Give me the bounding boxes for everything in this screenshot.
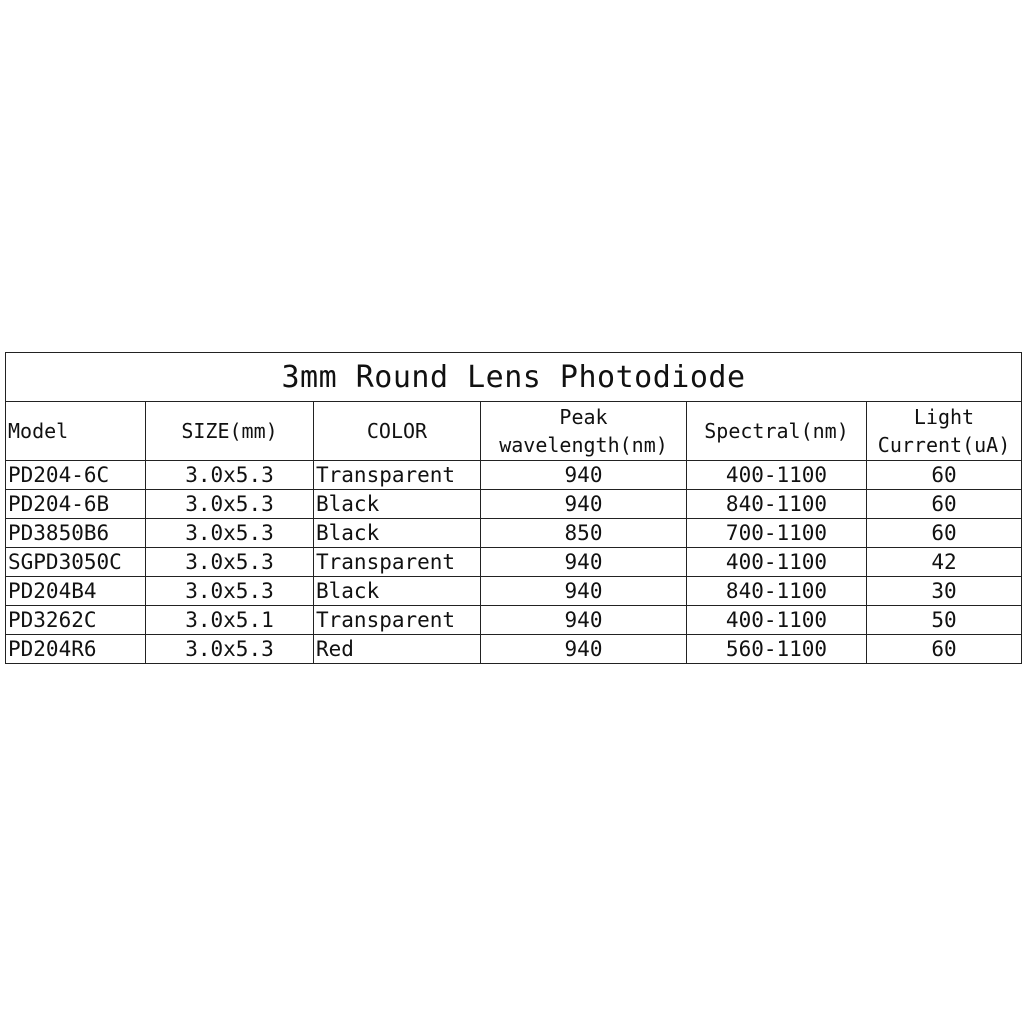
cell-spectral: 840-1100 <box>687 577 867 606</box>
cell-light: 42 <box>867 548 1022 577</box>
table-row <box>6 577 1022 606</box>
cell-model: SGPD3050C <box>6 548 146 577</box>
spec-sheet <box>5 352 1021 664</box>
table-row <box>6 490 1022 519</box>
header-peak-wavelength <box>481 402 687 461</box>
cell-model: PD3850B6 <box>6 519 146 548</box>
header-model: Model <box>6 402 146 461</box>
header-peak-line1: Peak <box>559 405 608 429</box>
header-row <box>6 402 1022 461</box>
header-light-line1: Light <box>913 405 975 429</box>
cell-peak: 940 <box>481 548 687 577</box>
cell-model: PD204-6B <box>6 490 146 519</box>
cell-peak: 940 <box>481 461 687 490</box>
cell-model: PD204B4 <box>6 577 146 606</box>
header-peak-line2: wavelength(nm) <box>499 433 668 457</box>
cell-color: Black <box>314 490 481 519</box>
cell-spectral: 840-1100 <box>687 490 867 519</box>
cell-model: PD3262C <box>6 606 146 635</box>
cell-spectral: 400-1100 <box>687 606 867 635</box>
cell-size: 3.0x5.1 <box>146 606 314 635</box>
cell-size: 3.0x5.3 <box>146 548 314 577</box>
cell-peak: 940 <box>481 635 687 664</box>
header-spectral: Spectral(nm) <box>687 402 867 461</box>
cell-light: 60 <box>867 490 1022 519</box>
cell-light: 60 <box>867 635 1022 664</box>
header-color: COLOR <box>314 402 481 461</box>
cell-peak: 940 <box>481 606 687 635</box>
table-row <box>6 635 1022 664</box>
cell-color: Transparent <box>314 606 481 635</box>
cell-color: Black <box>314 577 481 606</box>
cell-peak: 940 <box>481 490 687 519</box>
table-title: 3mm Round Lens Photodiode <box>6 353 1022 402</box>
cell-size: 3.0x5.3 <box>146 635 314 664</box>
cell-light: 60 <box>867 461 1022 490</box>
cell-model: PD204-6C <box>6 461 146 490</box>
cell-color: Transparent <box>314 461 481 490</box>
cell-spectral: 560-1100 <box>687 635 867 664</box>
cell-light: 60 <box>867 519 1022 548</box>
table-row <box>6 548 1022 577</box>
title-row <box>6 353 1022 402</box>
photodiode-spec-table <box>5 352 1022 664</box>
cell-size: 3.0x5.3 <box>146 490 314 519</box>
cell-color: Black <box>314 519 481 548</box>
header-light-current <box>867 402 1022 461</box>
cell-size: 3.0x5.3 <box>146 461 314 490</box>
cell-color: Red <box>314 635 481 664</box>
cell-light: 30 <box>867 577 1022 606</box>
cell-size: 3.0x5.3 <box>146 519 314 548</box>
cell-spectral: 400-1100 <box>687 548 867 577</box>
cell-peak: 850 <box>481 519 687 548</box>
cell-color: Transparent <box>314 548 481 577</box>
cell-peak: 940 <box>481 577 687 606</box>
cell-light: 50 <box>867 606 1022 635</box>
table-row <box>6 519 1022 548</box>
cell-size: 3.0x5.3 <box>146 577 314 606</box>
table-row <box>6 606 1022 635</box>
table-row <box>6 461 1022 490</box>
header-light-line2: Current(uA) <box>877 433 1011 457</box>
cell-model: PD204R6 <box>6 635 146 664</box>
header-size: SIZE(mm) <box>146 402 314 461</box>
cell-spectral: 400-1100 <box>687 461 867 490</box>
cell-spectral: 700-1100 <box>687 519 867 548</box>
